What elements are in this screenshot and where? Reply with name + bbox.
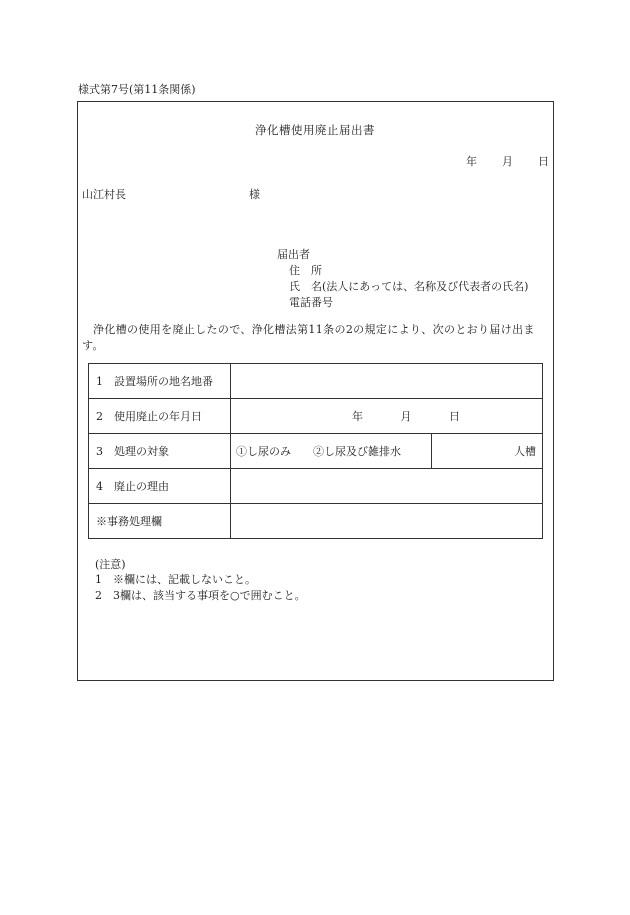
office-use-label: ※事務処理欄 (89, 504, 231, 539)
table-row (89, 364, 543, 399)
abolition-reason-field[interactable] (231, 469, 543, 504)
location-field[interactable] (231, 364, 543, 399)
applicant-heading: 届出者 (277, 248, 310, 261)
treatment-target-label: 3 処理の対象 (89, 434, 231, 469)
date-month-label: 月 (502, 155, 513, 168)
tank-capacity-field[interactable] (432, 434, 543, 468)
applicant-phone-label: 電話番号 (289, 296, 333, 309)
date-year-label: 年 (466, 155, 477, 168)
location-label: 1 設置場所の地名地番 (89, 364, 231, 399)
notes-heading: (注意) (95, 558, 126, 571)
abolition-year-label: 年 (352, 410, 363, 423)
treatment-options[interactable]: ①し尿のみ ②し尿及び雑排水 (231, 434, 432, 468)
tank-capacity-unit: 人槽 (514, 445, 536, 458)
note-item: 1 ※欄には、記載しないこと。 (95, 573, 256, 586)
applicant-name-label: 氏 名(法人にあっては、名称及び代表者の氏名) (289, 280, 529, 293)
form-number-label: 様式第7号(第11条関係) (78, 83, 196, 96)
abolition-date-label: 2 使用廃止の年月日 (89, 399, 231, 434)
date-day-label: 日 (538, 155, 549, 168)
honorific-sama: 様 (249, 188, 260, 201)
applicant-address-label: 住 所 (289, 264, 322, 277)
addressee: 山江村長 (82, 188, 126, 201)
body-statement: 浄化槽の使用を廃止したので、浄化槽法第11条の2の規定により、次のとおり届け出ます。 (82, 323, 535, 352)
abolition-day-label: 日 (449, 410, 460, 423)
treatment-target-field (231, 434, 543, 469)
treatment-subtable (231, 434, 542, 468)
abolition-date-field[interactable] (231, 399, 543, 434)
abolition-month-label: 月 (400, 410, 412, 423)
office-use-field (231, 504, 543, 539)
form-table (88, 363, 543, 539)
table-row (89, 469, 543, 504)
abolition-reason-label: 4 廃止の理由 (89, 469, 231, 504)
document-title: 浄化槽使用廃止届出書 (255, 123, 375, 137)
table-row (89, 504, 543, 539)
note-item: 2 3欄は、該当する事項を○で囲むこと。 (95, 589, 306, 602)
table-row (89, 399, 543, 434)
table-row (89, 434, 543, 469)
